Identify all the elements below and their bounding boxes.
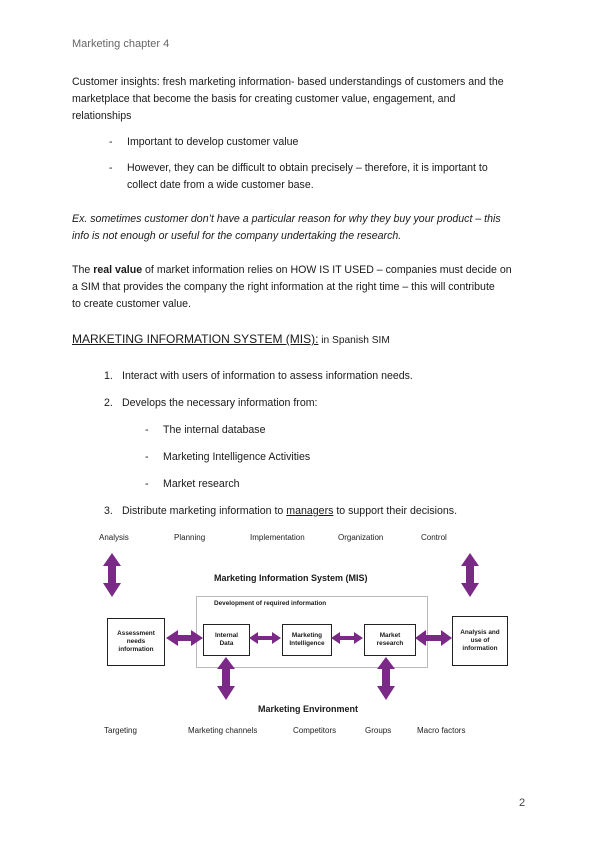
intro-line: relationships [72, 110, 132, 122]
double-arrow-icon [415, 630, 452, 646]
bullet-dash: - [109, 136, 113, 148]
box-line: Marketing [291, 632, 323, 639]
bullet-text: Important to develop customer value [127, 136, 299, 148]
double-arrow-icon [249, 632, 281, 644]
example-line: Ex. sometimes customer don’t have a particular reason for why they buy your product – this [72, 213, 501, 225]
managers-underlined: managers [286, 505, 334, 517]
sub-item: The internal database [163, 424, 266, 436]
box-line: information [118, 646, 154, 653]
diagram-bottom-label: Targeting [104, 726, 137, 735]
sub-item: Market research [163, 478, 240, 490]
item-number: 1. [104, 370, 113, 382]
diagram-top-label: Control [421, 533, 447, 542]
box-line: Internal [214, 632, 239, 639]
bullet-dash: - [109, 162, 113, 174]
real-value-line: to create customer value. [72, 298, 191, 310]
diagram-bottom-label: Groups [365, 726, 392, 735]
diagram-top-label: Analysis [99, 533, 129, 542]
sub-bullet-dash: - [145, 478, 149, 490]
example-line: info is not enough or useful for the company undertaking the research. [72, 230, 402, 242]
item3-pre: Distribute marketing information to [122, 505, 287, 517]
item-number: 2. [104, 397, 113, 409]
vertical-double-arrow-icon [461, 553, 479, 597]
box-line: needs [126, 638, 146, 645]
box-line: research [376, 640, 404, 647]
sub-bullet-dash: - [145, 451, 149, 463]
numbered-item-text: Interact with users of information to assess information needs. [122, 370, 413, 382]
real-value-bold: real value [93, 264, 143, 276]
diagram-top-label: Implementation [250, 533, 305, 542]
sub-item: Marketing Intelligence Activities [163, 451, 311, 463]
real-value-pre: The [72, 264, 94, 276]
bullet-text: However, they can be difficult to obtain precisely – therefore, it is important to [127, 162, 488, 174]
box-line: Market [379, 632, 401, 639]
mis-heading-text: MARKETING INFORMATION SYSTEM (MIS): [72, 332, 319, 346]
diagram-title: Marketing Information System (MIS) [214, 573, 368, 583]
box-line: use of [470, 637, 490, 644]
page-header: Marketing chapter 4 [72, 38, 170, 50]
double-arrow-icon [331, 632, 363, 644]
double-arrow-icon [166, 630, 203, 646]
page-number: 2 [519, 797, 526, 809]
box-line: information [462, 645, 498, 652]
bullet-text: collect date from a wide customer base. [127, 179, 314, 191]
numbered-item-text: Develops the necessary information from: [122, 397, 318, 409]
diagram-top-label: Planning [174, 533, 206, 542]
item-number: 3. [104, 505, 113, 517]
box-line: Assessment [117, 630, 155, 637]
box-line: Analysis and [460, 629, 500, 636]
box-line: Intelligence [289, 640, 325, 647]
sub-bullet-dash: - [145, 424, 149, 436]
mis-heading-suffix: in Spanish SIM [318, 335, 390, 346]
diagram-bottom-label: Macro factors [417, 726, 466, 735]
intro-line: marketplace that become the basis for creating customer value, engagement, and [72, 93, 456, 105]
real-value-rest: of market information relies on HOW IS IT USED – companies must decide on [142, 264, 512, 276]
item3-post: to support their decisions. [333, 505, 458, 517]
diagram-top-label: Organization [338, 533, 384, 542]
diagram-bottom-label: Competitors [293, 726, 337, 735]
intro-line: Customer insights: fresh marketing information- based understandings of customers and the [72, 76, 504, 88]
vertical-double-arrow-icon [217, 657, 235, 700]
vertical-double-arrow-icon [103, 553, 121, 597]
vertical-double-arrow-icon [377, 657, 395, 700]
frame-title: Development of required information [214, 600, 327, 607]
diagram-bottom-label: Marketing channels [188, 726, 258, 735]
environment-title: Marketing Environment [258, 704, 359, 714]
real-value-line: a SIM that provides the company the right information at the right time – this will contribute [72, 281, 495, 293]
box-line: Data [219, 640, 234, 647]
